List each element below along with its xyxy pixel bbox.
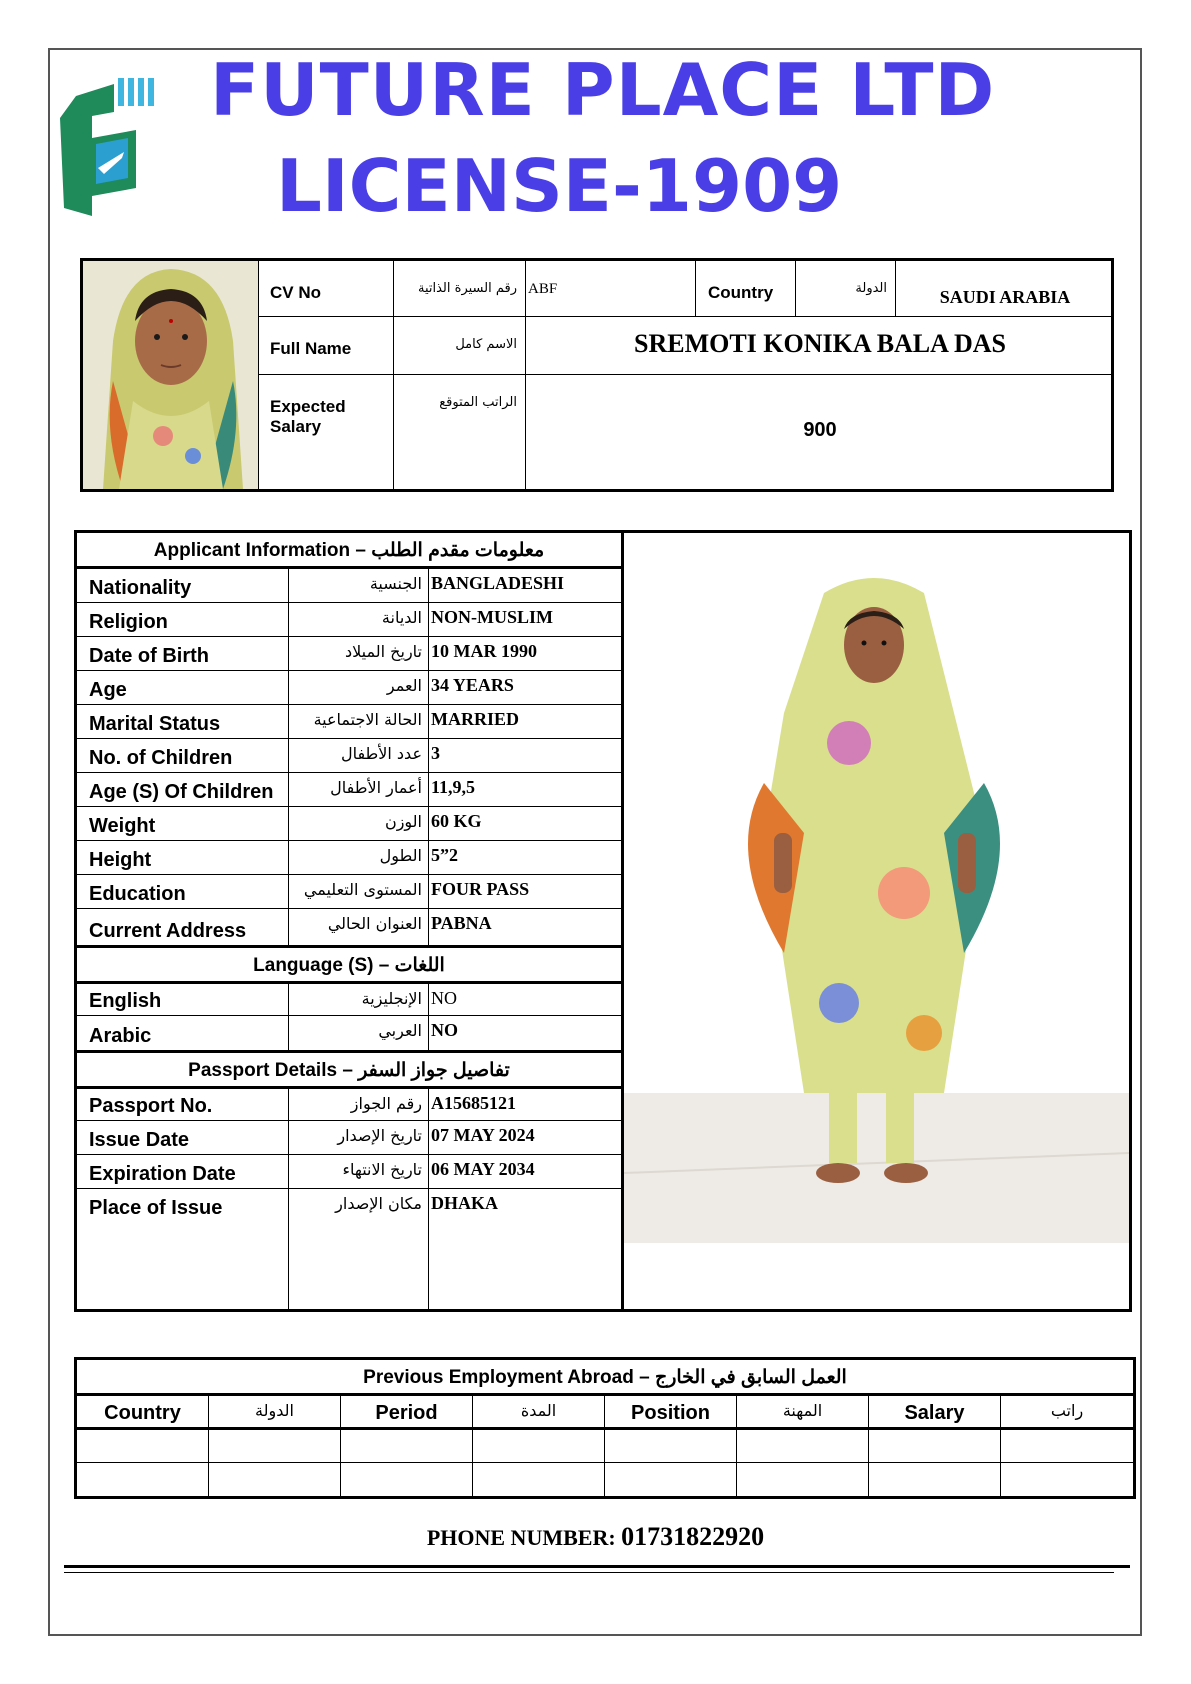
row-arabic-label: أعمار الأطفال xyxy=(289,773,429,806)
expected-salary-arabic-label: الراتب المتوقع xyxy=(394,375,526,489)
row-arabic-label: الوزن xyxy=(289,807,429,840)
table-row xyxy=(77,1189,621,1309)
passport-heading: Passport Details – تفاصيل جواز السفر xyxy=(77,1050,621,1089)
row-label: Date of Birth xyxy=(77,637,289,670)
row-value: 5”2 xyxy=(431,845,458,865)
table-row xyxy=(77,569,621,603)
row-value: BANGLADESHI xyxy=(431,573,565,593)
row-arabic-label: الجنسية xyxy=(289,569,429,602)
row-label: Expiration Date xyxy=(77,1155,289,1188)
row-label: Nationality xyxy=(77,569,289,602)
row-label: Passport No. xyxy=(77,1089,289,1120)
footer-divider xyxy=(64,1572,1114,1573)
row-label: Issue Date xyxy=(77,1121,289,1154)
row-label: Age xyxy=(77,671,289,704)
table-row xyxy=(77,705,621,739)
row-value: 34 YEARS xyxy=(431,675,514,695)
cv-no-label: CV No xyxy=(258,261,394,317)
table-row xyxy=(77,1089,621,1121)
empty-cell xyxy=(341,1430,473,1463)
column-header-position: Position xyxy=(605,1396,737,1430)
applicant-info-table xyxy=(74,530,624,1312)
row-label: No. of Children xyxy=(77,739,289,772)
row-arabic-label: عدد الأطفال xyxy=(289,739,429,772)
row-label: Arabic xyxy=(77,1016,289,1050)
empty-cell xyxy=(605,1463,737,1496)
full-name-arabic-label: الاسم كامل xyxy=(394,317,526,375)
table-row xyxy=(77,909,621,945)
row-value: NON-MUSLIM xyxy=(431,607,553,627)
row-value: PABNA xyxy=(431,913,492,933)
empty-cell xyxy=(209,1430,341,1463)
employment-heading: Previous Employment Abroad – العمل السابق في الخارج xyxy=(77,1360,1133,1396)
full-body-photo xyxy=(624,530,1132,1312)
row-label: Religion xyxy=(77,603,289,636)
table-row xyxy=(77,841,621,875)
full-name-value: SREMOTI KONIKA BALA DAS xyxy=(526,317,1114,375)
row-arabic-label: العربي xyxy=(289,1016,429,1050)
row-value: 11,9,5 xyxy=(431,777,476,797)
row-arabic-label: تاريخ الانتهاء xyxy=(289,1155,429,1188)
table-row xyxy=(77,671,621,705)
phone-label: PHONE NUMBER: xyxy=(426,1525,616,1550)
table-row xyxy=(77,807,621,841)
column-header-country: Country xyxy=(77,1396,209,1430)
row-label: Place of Issue xyxy=(77,1189,289,1309)
empty-cell xyxy=(473,1430,605,1463)
empty-cell xyxy=(77,1430,209,1463)
phone-number: 01731822920 xyxy=(621,1522,765,1551)
table-row xyxy=(77,984,621,1016)
table-row xyxy=(77,1121,621,1155)
row-arabic-label: العمر xyxy=(289,671,429,704)
row-arabic-label: رقم الجواز xyxy=(289,1089,429,1120)
cv-no-arabic-label: رقم السيرة الذاتية xyxy=(394,261,526,317)
empty-cell xyxy=(869,1463,1001,1496)
country-label: Country xyxy=(696,261,796,317)
row-value: 10 MAR 1990 xyxy=(431,641,537,661)
languages-heading: Language (S) – اللغات xyxy=(77,945,621,984)
row-value: 07 MAY 2024 xyxy=(431,1125,535,1145)
column-header-position-arabic: المهنة xyxy=(737,1396,869,1430)
table-row xyxy=(77,637,621,671)
empty-cell xyxy=(1001,1430,1133,1463)
expected-salary-label: Expected Salary xyxy=(258,375,394,489)
empty-cell xyxy=(605,1430,737,1463)
row-arabic-label: تاريخ الإصدار xyxy=(289,1121,429,1154)
full-name-label: Full Name xyxy=(258,317,394,375)
previous-employment-table xyxy=(74,1357,1136,1499)
expected-salary-value: 900 xyxy=(803,419,837,441)
company-name: FUTURE PLACE LTD xyxy=(210,48,996,132)
row-value: MARRIED xyxy=(431,709,519,729)
row-arabic-label: العنوان الحالي xyxy=(289,909,429,945)
empty-cell xyxy=(737,1463,869,1496)
empty-cell xyxy=(209,1463,341,1496)
row-label: Weight xyxy=(77,807,289,840)
table-row xyxy=(77,739,621,773)
column-header-period: Period xyxy=(341,1396,473,1430)
cv-summary-box xyxy=(80,258,1114,492)
table-row xyxy=(77,603,621,637)
row-label: Height xyxy=(77,841,289,874)
empty-cell xyxy=(1001,1463,1133,1496)
table-row xyxy=(77,875,621,909)
row-value: NO xyxy=(431,988,457,1008)
column-header-salary-arabic: راتب xyxy=(1001,1396,1133,1430)
company-logo xyxy=(56,78,160,216)
table-row xyxy=(77,773,621,807)
row-label: Education xyxy=(77,875,289,908)
row-arabic-label: المستوى التعليمي xyxy=(289,875,429,908)
empty-cell xyxy=(869,1430,1001,1463)
table-row xyxy=(77,1155,621,1189)
column-header-period-arabic: المدة xyxy=(473,1396,605,1430)
table-row xyxy=(77,1016,621,1050)
row-arabic-label: الحالة الاجتماعية xyxy=(289,705,429,738)
cv-no-value: ABF xyxy=(526,261,696,317)
country-value: SAUDI ARABIA xyxy=(896,261,1114,317)
row-label: Current Address xyxy=(77,909,289,945)
row-value: DHAKA xyxy=(431,1193,498,1213)
row-value: 60 KG xyxy=(431,811,482,831)
row-arabic-label: تاريخ الميلاد xyxy=(289,637,429,670)
column-header-country-arabic: الدولة xyxy=(209,1396,341,1430)
empty-cell xyxy=(77,1463,209,1496)
footer-divider xyxy=(64,1565,1130,1568)
row-value: NO xyxy=(431,1020,458,1040)
row-arabic-label: الديانة xyxy=(289,603,429,636)
row-arabic-label: الطول xyxy=(289,841,429,874)
license-number: LICENSE-1909 xyxy=(276,144,843,228)
row-label: English xyxy=(77,984,289,1015)
row-value: 3 xyxy=(431,743,440,763)
row-label: Marital Status xyxy=(77,705,289,738)
row-value: FOUR PASS xyxy=(431,879,530,899)
country-arabic-label: الدولة xyxy=(796,261,896,317)
applicant-info-heading: Applicant Information – معلومات مقدم الطلب xyxy=(77,533,621,569)
row-value: 06 MAY 2034 xyxy=(431,1159,535,1179)
portrait-photo xyxy=(83,261,259,489)
phone-number-line xyxy=(0,1522,1191,1552)
column-header-salary: Salary xyxy=(869,1396,1001,1430)
empty-cell xyxy=(737,1430,869,1463)
row-value: A15685121 xyxy=(431,1093,516,1113)
row-label: Age (S) Of Children xyxy=(77,773,289,806)
row-arabic-label: مكان الإصدار xyxy=(289,1189,429,1309)
row-arabic-label: الإنجليزية xyxy=(289,984,429,1015)
empty-cell xyxy=(341,1463,473,1496)
empty-cell xyxy=(473,1463,605,1496)
